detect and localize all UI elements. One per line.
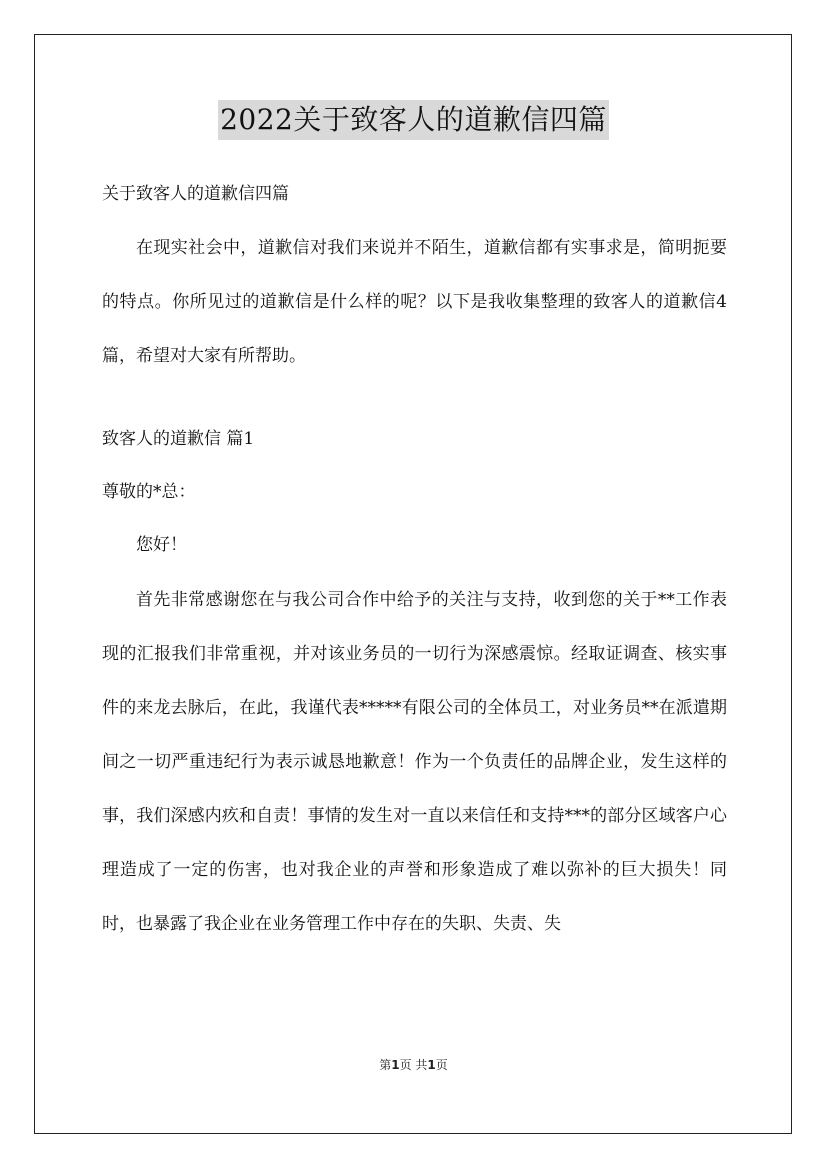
page-current: 1 [391, 1058, 400, 1072]
section-heading: 致客人的道歉信 篇1 [102, 429, 255, 449]
page-mid: 页 共 [399, 1058, 428, 1072]
body-paragraph: 首先非常感谢您在与我公司合作中给予的关注与支持，收到您的关于**工作表现的汇报我们非常重视，并对该业务员的一切行为深感震惊。经取证调查、核实事件的来龙去脉后，在此，我谨代表*****有限公司的全体员工，对业务员**在派遣期间之一切严重违纪行为表示诚恳地歉意！作为一个负责任的品牌企业，发生这样的事，我们深感内疚和自责！事情的发生对一直以来信任和支持***的部分区域客户心理造成了一定的伤害，也对我企业的声誉和形象造成了难以弥补的巨大损失！同时，也暴露了我企业在业务管理工作中存在的失职、失责、失 [102, 590, 727, 934]
document-body [102, 176, 727, 951]
salutation: 尊敬的*总： [102, 482, 196, 502]
page-suffix: 页 [435, 1058, 448, 1072]
page-prefix: 第 [379, 1058, 392, 1072]
page-footer [0, 1056, 827, 1073]
greeting: 您好！ [136, 535, 187, 555]
intro-paragraph: 在现实社会中，道歉信对我们来说并不陌生，道歉信都有实事求是，简明扼要的特点。你所见过的道歉信是什么样的呢？以下是我收集整理的致客人的道歉信4篇，希望对大家有所帮助。 [102, 238, 727, 366]
title-container [0, 100, 827, 140]
document-subtitle: 关于致客人的道歉信四篇 [102, 184, 289, 204]
page-total: 1 [427, 1058, 436, 1072]
document-title: 2022关于致客人的道歉信四篇 [218, 100, 609, 140]
